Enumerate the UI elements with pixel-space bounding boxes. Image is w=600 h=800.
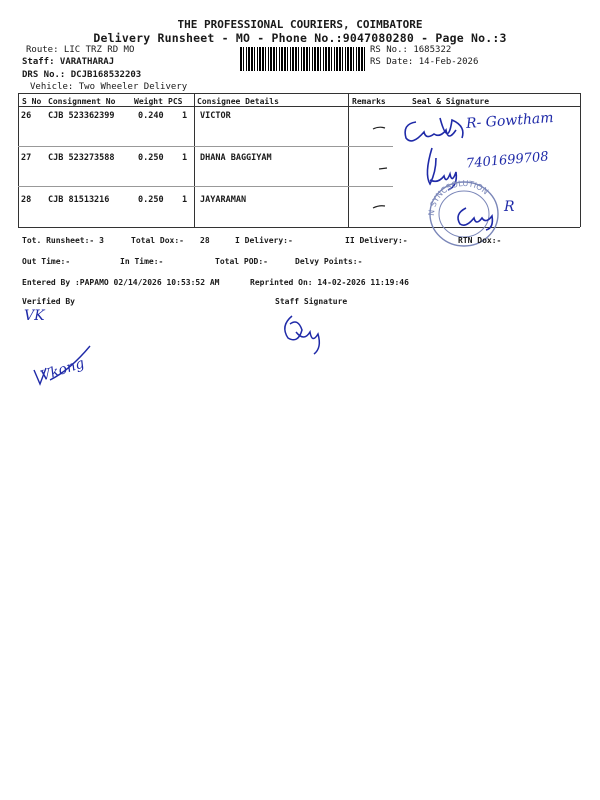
rs-date: RS Date: 14-Feb-2026 [370,57,479,67]
out-time-label: Out Time:- [22,257,71,266]
col-header-seal-signature: Seal & Signature [412,97,490,106]
col-header-weight: Weight [134,97,163,106]
total-dox-label: Total Dox:- [131,236,184,245]
row-consignee: JAYARAMAN [200,195,247,205]
handwritten-signature-row3 [452,200,502,230]
col-header-pcs: PCS [168,97,183,106]
drs-number: DRS No.: DCJB168532203 [22,70,142,80]
row-weight: 0.250 [138,153,164,163]
col-header-consignee: Consignee Details [197,97,279,106]
staff-signature-label: Staff Signature [275,297,348,306]
handwritten-phone-row2: 7401699708 [465,149,550,172]
entered-by: Entered By :PAPAMO 02/14/2026 10:53:52 AM [22,278,220,287]
runsheet-title: Delivery Runsheet - MO - Phone No.:9047080280 - Page No.:3 [93,31,507,45]
row-consignment-no: CJB 81513216 [48,195,110,205]
company-title: THE PROFESSIONAL COURIERS, COIMBATORE [177,18,423,31]
table-left-border [18,93,19,227]
rs-number: RS No.: 1685322 [370,45,452,55]
handwritten-note-row3: R [504,199,515,215]
row-consignment-no: CJB 523362399 [48,111,115,121]
row-consignee: DHANA BAGGIYAM [200,153,272,163]
route-label: Route: LIC TRZ RD MO [26,45,135,55]
verified-initials: VK [24,308,45,324]
row-sno: 26 [21,111,32,121]
in-time-label: In Time:- [120,257,164,266]
stamp-text: N SYNCSOLUTION [426,178,491,217]
row-sno: 28 [21,195,32,205]
i-delivery-label: I Delivery:- [235,236,293,245]
handwritten-note-row1: R- Gowtham [465,109,555,133]
barcode [240,47,365,71]
row-sno: 27 [21,153,32,163]
total-dox-value: 28 [200,236,210,245]
col-header-consignment: Consignment No [48,97,116,106]
row-weight: 0.240 [138,111,164,121]
total-pod-label: Total POD:- [215,257,268,266]
total-runsheet: Tot. Runsheet:- 3 [22,236,104,245]
row-pcs: 1 [182,195,188,205]
verified-by-label: Verified By [22,297,75,306]
column-divider-consignee [194,93,195,227]
table-right-border [580,93,581,227]
row-weight: 0.250 [138,195,164,205]
row-divider [18,146,393,147]
row-pcs: 1 [182,153,188,163]
column-divider-remarks [348,93,349,227]
table-header-rule [18,106,580,107]
col-header-sno: S No [22,97,42,106]
vehicle-label: Vehicle: Two Wheeler Delivery [30,82,188,92]
rtn-dox-label: RTN Dox:- [458,236,502,245]
table-top-rule [18,93,580,94]
row-consignee: VICTOR [200,111,231,121]
remark-dash-1 [372,125,386,131]
row-consignment-no: CJB 523273588 [48,153,115,163]
staff-label: Staff: VARATHARAJ [22,57,115,67]
reprinted-on: Reprinted On: 14-02-2026 11:19:46 [250,278,409,287]
remark-dash-3 [372,204,386,210]
delvy-points-label: Delvy Points:- [295,257,363,266]
row-divider [18,186,393,187]
col-header-remarks: Remarks [352,97,386,106]
staff-signature-mark [278,308,328,358]
verified-signature: Vkong [38,355,87,385]
remark-dash-2 [378,166,388,172]
row-pcs: 1 [182,111,188,121]
ii-delivery-label: II Delivery:- [345,236,408,245]
